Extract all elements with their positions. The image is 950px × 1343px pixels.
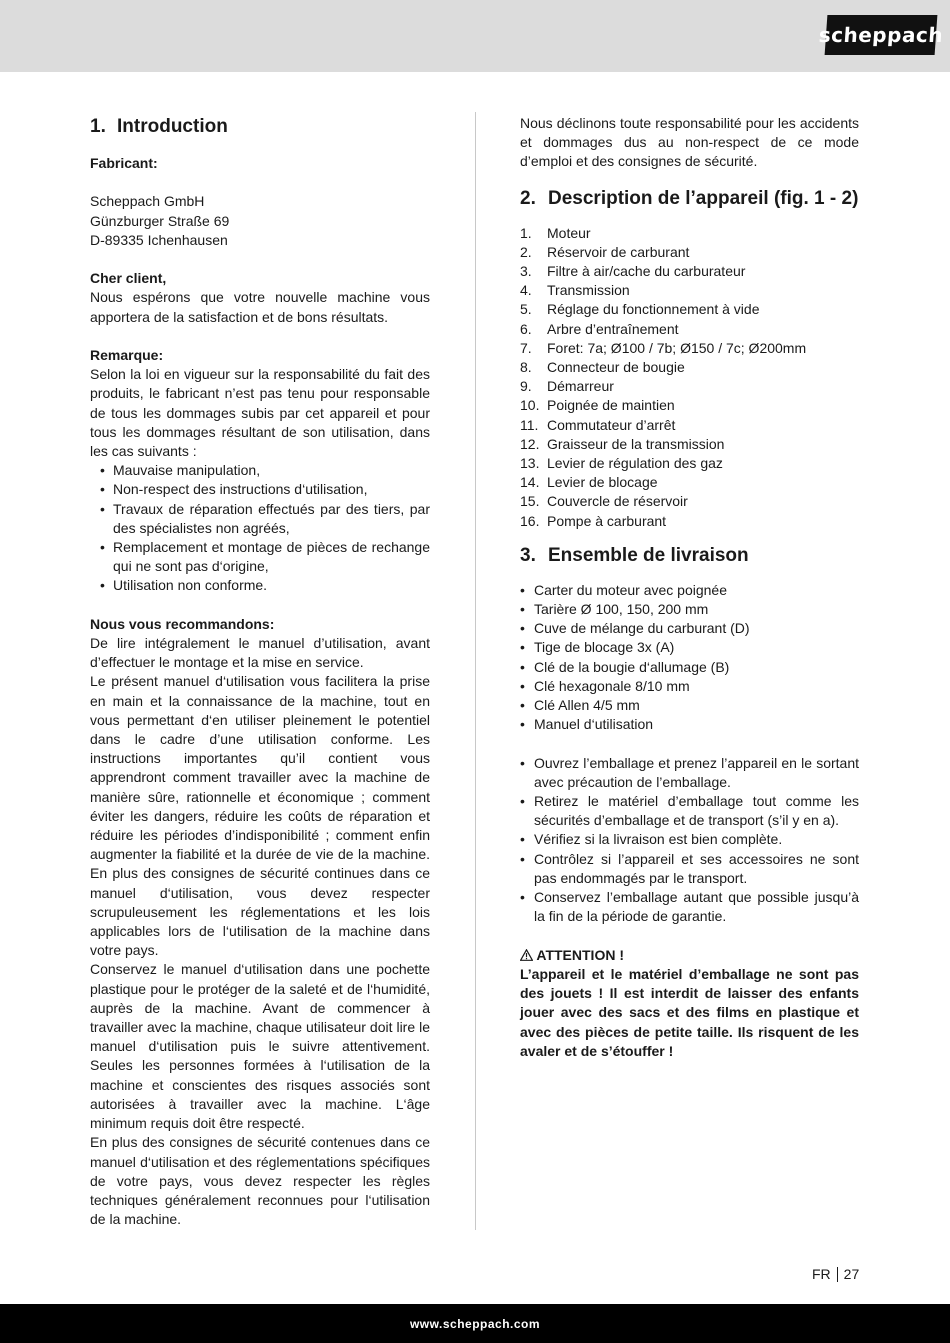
warning-icon: [520, 949, 533, 961]
part-number: 1.: [520, 224, 532, 241]
part-item: [520, 224, 859, 243]
remarque-text: Selon la loi en vigueur sur la responsabilité du fait des produits, le fabricant n’est pas tenu pour responsable de tous les dommages subis par cet appareil et pour tous les dommages résultant de son utilisation, dans les cas suivants :: [90, 366, 430, 459]
section-number: 1.: [90, 116, 106, 137]
list-item: • Clé hexagonale 8/10 mm: [520, 677, 859, 696]
part-number: 8.: [520, 359, 532, 376]
column-divider: [475, 112, 476, 1230]
part-label: Commutateur d’arrêt: [547, 416, 676, 433]
recommend-paragraph: En plus des consignes de sécurité contenues dans ce manuel d‘utilisation et des réglementations spécifiques de votre pays, vous devez respecter les règles techniques généralement reconnues pour l‘utilisation de la machine.: [90, 1134, 430, 1228]
list-item: • Carter du moteur avec poignée: [520, 581, 859, 600]
part-number: 9.: [520, 378, 532, 395]
part-label: Connecteur de bougie: [547, 359, 685, 376]
part-number: 3.: [520, 263, 532, 280]
part-item: [520, 262, 859, 281]
list-item: • Ouvrez l’emballage et prenez l’appareil en le sortant avec précaution de l’emballage.: [520, 754, 859, 792]
address-line: Günzburger Straße 69: [90, 212, 230, 229]
list-item: • Mauvaise manipulation,: [90, 461, 430, 480]
list-item: • Tige de blocage 3x (A): [520, 638, 859, 657]
attention-title: ATTENTION !: [536, 946, 624, 963]
list-item: • Clé de la bougie d‘allumage (B): [520, 658, 859, 677]
list-item: • Clé Allen 4/5 mm: [520, 696, 859, 715]
part-item: [520, 454, 859, 473]
part-number: 12.: [520, 435, 540, 452]
part-number: 10.: [520, 397, 540, 414]
part-item: [520, 377, 859, 396]
section-number: 3.: [520, 544, 536, 566]
page-number: [812, 1265, 859, 1283]
part-label: Arbre d’entraînement: [547, 320, 679, 337]
part-label: Moteur: [547, 224, 591, 241]
part-label: Filtre à air/cache du carburateur: [547, 263, 746, 280]
list-item: • Remplacement et montage de pièces de rechange qui ne sont pas d‘origine,: [90, 538, 430, 576]
section-title-text: Introduction: [117, 116, 228, 137]
list-item: • Cuve de mélange du carburant (D): [520, 619, 859, 638]
client-text: Nous espérons que votre nouvelle machine vous apportera de la satisfaction et de bons résultats.: [90, 289, 430, 325]
part-number: 7.: [520, 339, 532, 356]
part-number: 11.: [520, 416, 539, 433]
recommend-label: Nous vous recommandons:: [90, 615, 275, 632]
part-label: Graisseur de la transmission: [547, 435, 725, 452]
part-number: 13.: [520, 455, 540, 472]
list-item: • Manuel d‘utilisation: [520, 715, 859, 734]
list-item: • Travaux de réparation effectués par des tiers, par des spécialistes non agréés,: [90, 500, 430, 538]
delivery-list: [520, 581, 859, 735]
section-title-introduction: [90, 114, 430, 140]
part-label: Couvercle de réservoir: [547, 493, 688, 510]
part-item: [520, 435, 859, 454]
part-item: [520, 358, 859, 377]
recommend-paragraph: Le présent manuel d‘utilisation vous facilitera la prise en main et la connaissance de la machine, tout en vous permettant d‘en utiliser pleinement le potentiel dans le cadre d’une utilisation conforme. Les instructions importantes qu’il contient vous apprendront comment travailler avec la machine de manière sûre, rationnelle et économique ; comment éviter les dangers, réduire les coûts de réparation et réduire les périodes d’indisponibilité ; comment enfin augmenter la fiabilité et la durée de vie de la machine. En plus des consignes de sécurité continues dans ce manuel d‘utilisation, vous devez respecter scrupuleusement les réglementations et les lois applicables lors de l‘utilisation de la machine dans votre pays.: [90, 673, 430, 959]
footer-url[interactable]: www.scheppach.com: [409, 1316, 541, 1331]
page-num: 27: [843, 1266, 860, 1282]
part-number: 2.: [520, 243, 532, 260]
page-lang: FR: [812, 1266, 831, 1282]
part-label: Réservoir de carburant: [547, 243, 690, 260]
part-item: [520, 339, 859, 358]
parts-list: [520, 224, 859, 531]
remarque-label: Remarque:: [90, 346, 164, 363]
part-item: [520, 492, 859, 511]
fabricant-label: Fabricant:: [90, 155, 158, 171]
list-item: • Contrôlez si l’appareil et ses accessoires ne sont pas endommagés par le transport.: [520, 850, 859, 888]
part-label: Transmission: [547, 282, 630, 299]
disclaimer-text: Nous déclinons toute responsabilité pour les accidents et dommages dus au non-respect de ce mode d’emploi et des consignes de sécurité.: [520, 115, 859, 170]
part-item: [520, 320, 859, 339]
section-title-text: Description de l’appareil (fig. 1 - 2): [548, 187, 859, 209]
brand-logo: scheppach: [825, 15, 938, 55]
part-item: [520, 416, 859, 435]
part-item: [520, 473, 859, 492]
section-title-delivery: [520, 543, 859, 569]
address-line: D-89335 Ichenhausen: [90, 231, 228, 248]
part-label: Démarreur: [547, 378, 614, 395]
list-item: • Tarière Ø 100, 150, 200 mm: [520, 600, 859, 619]
part-number: 6.: [520, 320, 532, 337]
footer-bar: [0, 1304, 950, 1343]
part-number: 5.: [520, 301, 532, 318]
list-item: • Retirez le matériel d’emballage tout comme les sécurités d’emballage et de transport (s’il y en a).: [520, 792, 859, 830]
section-number: 2.: [520, 187, 536, 209]
list-item: • Conservez l’emballage autant que possible jusqu’à la fin de la période de garantie.: [520, 888, 859, 926]
part-item: [520, 396, 859, 415]
remarque-list: [90, 461, 430, 595]
part-label: Levier de blocage: [547, 474, 658, 491]
unpack-list: [520, 754, 859, 927]
header-bar: [0, 0, 950, 72]
client-label: Cher client,: [90, 270, 167, 287]
recommend-paragraph: Conservez le manuel d‘utilisation dans une pochette plastique pour le protéger de la saleté et de l‘humidité, auprès de la machine. Avant de commencer à travailler avec la machine, chaque utilisateur doit lire le manuel d‘utilisation puis le suivre attentivement. Seules les personnes formées à l‘utilisation de la machine et conscientes des risques associés sont autorisées à travailler avec la machine. L‘âge minimum requis doit être respecté.: [90, 961, 430, 1132]
part-number: 14.: [520, 474, 540, 491]
part-item: [520, 281, 859, 300]
recommend-paragraph: De lire intégralement le manuel d’utilisation, avant d’effectuer le montage et la mise en service.: [90, 635, 430, 671]
section-title-description: [520, 186, 859, 212]
part-item: [520, 243, 859, 262]
part-item: [520, 512, 859, 531]
section-title-text: Ensemble de livraison: [548, 544, 749, 566]
part-number: 15.: [520, 493, 540, 510]
address-line: Scheppach GmbH: [90, 193, 205, 210]
right-column: [520, 114, 859, 1061]
part-label: Poignée de maintien: [547, 397, 675, 414]
part-number: 4.: [520, 282, 532, 299]
attention-text: L’appareil et le matériel d’emballage ne sont pas des jouets ! Il est interdit de laisser des enfants jouer avec des sacs et des films en plastique et avec des pièces de petite taille. Ils risquent de les avaler et de s’étouffer !: [520, 965, 859, 1059]
part-number: 16.: [520, 512, 540, 529]
part-label: Réglage du fonctionnement à vide: [547, 301, 760, 318]
list-item: • Utilisation non conforme.: [90, 576, 430, 595]
list-item: • Non-respect des instructions d‘utilisation,: [90, 480, 430, 499]
part-item: [520, 300, 859, 319]
list-item: • Vérifiez si la livraison est bien complète.: [520, 830, 859, 849]
attention-heading: [520, 946, 859, 965]
left-column: [90, 114, 430, 1229]
part-label: Pompe à carburant: [547, 512, 667, 529]
part-label: Levier de régulation des gaz: [547, 455, 723, 472]
part-label: Foret: 7a; Ø100 / 7b; Ø150 / 7c; Ø200mm: [547, 339, 807, 356]
page-separator: [837, 1267, 838, 1282]
